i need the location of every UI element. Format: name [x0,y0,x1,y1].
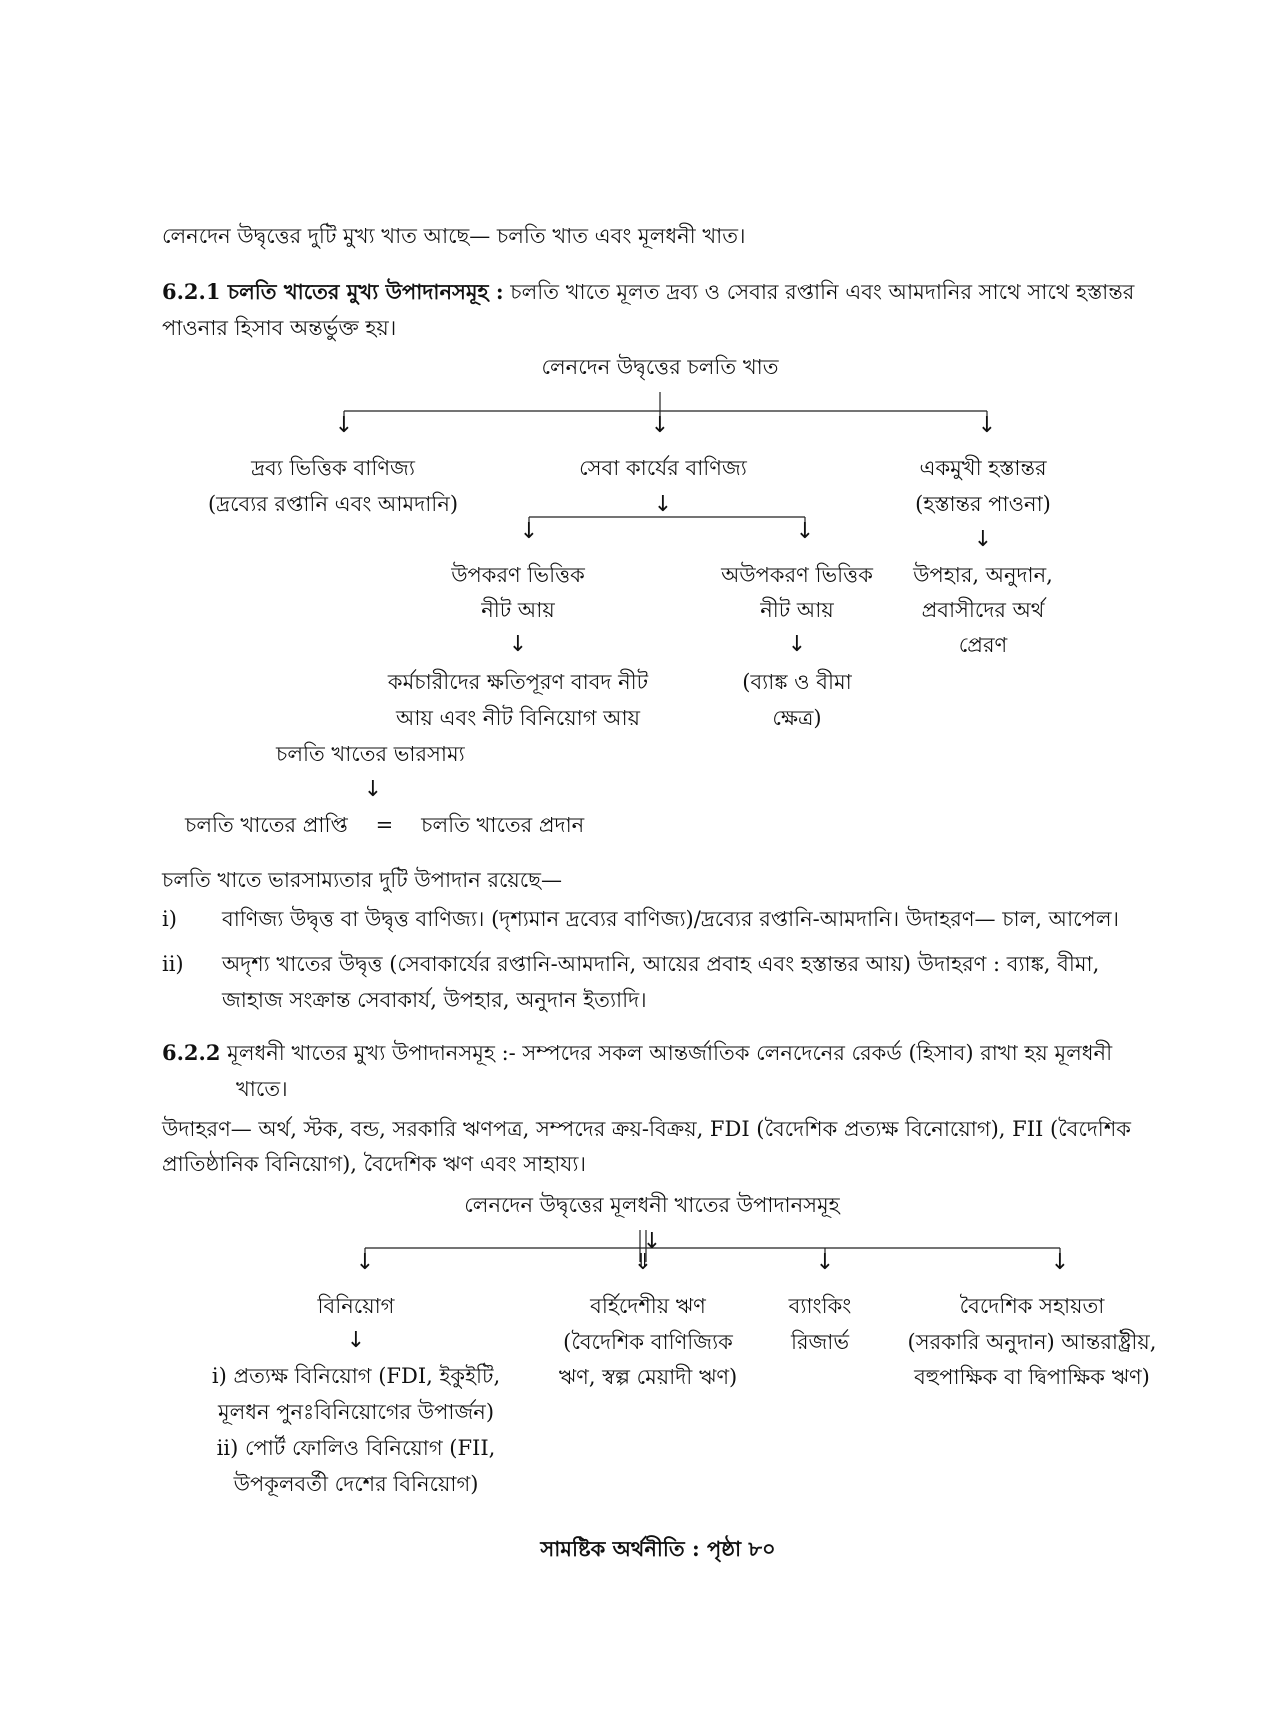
foreign-aid-title: বৈদেশিক সহায়তা [959,1294,1105,1318]
external-debt-arrow-icon: ⇓ [633,1250,653,1275]
factor-detail-arrow-icon: ↓ [508,632,528,657]
services-title: সেবা কার্যের বাণিজ্য [579,456,747,480]
transfers-detail-arrow-icon: ↓ [973,527,993,552]
banking-sub: রিজার্ভ [790,1330,850,1354]
eq-left: চলতি খাতের প্রাপ্তি [185,813,348,837]
nonfactor-detail2: ক্ষেত্র) [772,706,822,730]
list-item-text-1: বাণিজ্য উদ্বৃত্ত বা উদ্বৃত্ত বাণিজ্য। (দৃশ্যমান দ্রব্যের বাণিজ্য)/দ্রব্যের রপ্তানি-আমদানি। উদাহরণ— চাল, আপেল। [222,907,1119,931]
external-debt-title: বর্হিদেশীয় ঋণ [590,1294,706,1318]
transfers-detail2: প্রবাসীদের অর্থ [921,598,1045,622]
balance-equation [185,813,584,838]
investment-detail-arrow-icon: ↓ [346,1328,366,1353]
nonfactor-line2: নীট আয় [760,598,834,622]
external-debt-sub1: (বৈদেশিক বাণিজ্যিক [563,1330,733,1354]
nonfactor-arrow-icon: ↓ [795,519,815,544]
section-622-text: মূলধনী খাতের মুখ্য উপাদানসমূহ :- সম্পদের সকল আন্তর্জাতিক লেনদেনের রেকর্ড (হিসাব) রাখা হয় মূলধনী [227,1041,1113,1065]
section-622-line1 [162,1040,1112,1066]
section-621-text: চলতি খাতে মূলত দ্রব্য ও সেবার রপ্তানি এবং আমদানির সাথে সাথে হস্তান্তর [510,280,1135,304]
page-footer: সামষ্টিক অর্থনীতি : পৃষ্ঠা ৮০ [540,1536,776,1561]
investment-d1: i) প্রত্যক্ষ বিনিয়োগ (FDI, ইকুইটি, [211,1364,501,1388]
goods-arrow-icon: ↓ [334,413,354,438]
factor-detail1: কর্মচারীদের ক্ষতিপূরণ বাবদ নীট [387,670,649,694]
section-621-heading: 6.2.1 চলতি খাতের মুখ্য উপাদানসমূহ : [162,279,504,304]
external-debt-sub2: ঋণ, স্বল্প মেয়াদী ঋণ) [558,1365,738,1389]
transfers-arrow-icon: ↓ [977,413,997,438]
investment-d4: উপকূলবর্তী দেশের বিনিয়োগ) [233,1472,479,1496]
transfers-sub: (হস্তান্তর পাওনা) [915,492,1051,516]
section-621-text-line2: পাওনার হিসাব অন্তর্ভুক্ত হয়। [162,316,397,340]
list-item-text-2: অদৃশ্য খাতের উদ্বৃত্ত (সেবাকার্যের রপ্তানি-আমদানি, আয়ের প্রবাহ এবং হস্তান্তর আয়) উদাহরণ : ব্যাঙ্ক, বীমা, [222,952,1100,976]
factor-detail2: আয় এবং নীট বিনিয়োগ আয় [395,706,641,730]
investment-d3: ii) পোর্ট ফোলিও বিনিয়োগ (FII, [216,1436,496,1460]
balance-label: চলতি খাতের ভারসাম্য [276,742,465,766]
diagram1-root: লেনদেন উদ্বৃত্তের চলতি খাত [541,355,779,379]
balance-components-intro: চলতি খাতে ভারসাম্যতার দুটি উপাদান রয়েছে— [162,868,562,892]
banking-title: ব্যাংকিং [788,1294,852,1318]
investment-d2: মূলধন পুনঃবিনিয়োগের উপার্জন) [217,1400,495,1424]
goods-title: দ্রব্য ভিত্তিক বাণিজ্য [251,456,415,480]
services-arrow-icon: ↓ [653,492,673,517]
transfers-title: একমুখী হস্তান্তর [919,456,1047,480]
section-622-example1: উদাহরণ— অর্থ, স্টক, বন্ড, সরকারি ঋণপত্র, সম্পদের ক্রয়-বিক্রয়, FDI (বৈদেশিক প্রত্যক্ষ বিনোয়োগ), FII (বৈদেশিক [162,1117,1131,1141]
foreign-aid-sub1: (সরকারি অনুদান) আন্তরাষ্ট্রীয়, [907,1330,1157,1354]
nonfactor-line1: অউপকরণ ভিত্তিক [721,563,873,587]
factor-line2: নীট আয় [481,598,555,622]
transfers-detail1: উপহার, অনুদান, [913,563,1053,587]
list-item-marker-2: ii) [162,952,184,976]
list-item-text-2b: জাহাজ সংক্রান্ত সেবাকার্য, উপহার, অনুদান ইত্যাদি। [222,988,647,1012]
root-arrow-icon: ↓ [650,413,670,438]
nonfactor-detail1: (ব্যাঙ্ক ও বীমা [742,670,852,694]
balance-arrow-icon: ↓ [363,777,383,802]
section-622-example2: প্রাতিষ্ঠানিক বিনিয়োগ), বৈদেশিক ঋণ এবং সাহায্য। [162,1152,587,1176]
root2-arrow-icon: ↓ [642,1229,662,1254]
eq-sign: = [375,813,394,837]
section-622-text-line2: খাতে। [236,1077,288,1101]
nonfactor-detail-arrow-icon: ↓ [787,632,807,657]
investment-title: বিনিয়োগ [317,1294,395,1318]
factor-line1: উপকরণ ভিত্তিক [451,563,585,587]
eq-right: চলতি খাতের প্রদান [421,813,585,837]
factor-arrow-icon: ↓ [519,519,539,544]
section-622-heading: 6.2.2 [162,1040,221,1065]
banking-arrow-icon: ↓ [815,1250,835,1275]
goods-sub: (দ্রব্যের রপ্তানি এবং আমদানি) [207,492,459,516]
transfers-detail3: প্রেরণ [958,633,1008,657]
foreign-aid-arrow-icon: ↓ [1050,1250,1070,1275]
foreign-aid-sub2: বহুপাক্ষিক বা দ্বিপাক্ষিক ঋণ) [914,1365,1150,1389]
investment-arrow-icon: ↓ [355,1250,375,1275]
intro-text: লেনদেন উদ্বৃত্তের দুটি মুখ্য খাত আছে— চলতি খাত এবং মূলধনী খাত। [162,224,746,248]
list-item-marker-1: i) [162,907,177,931]
diagram2-root: লেনদেন উদ্বৃত্তের মূলধনী খাতের উপাদানসমূহ [464,1193,840,1217]
